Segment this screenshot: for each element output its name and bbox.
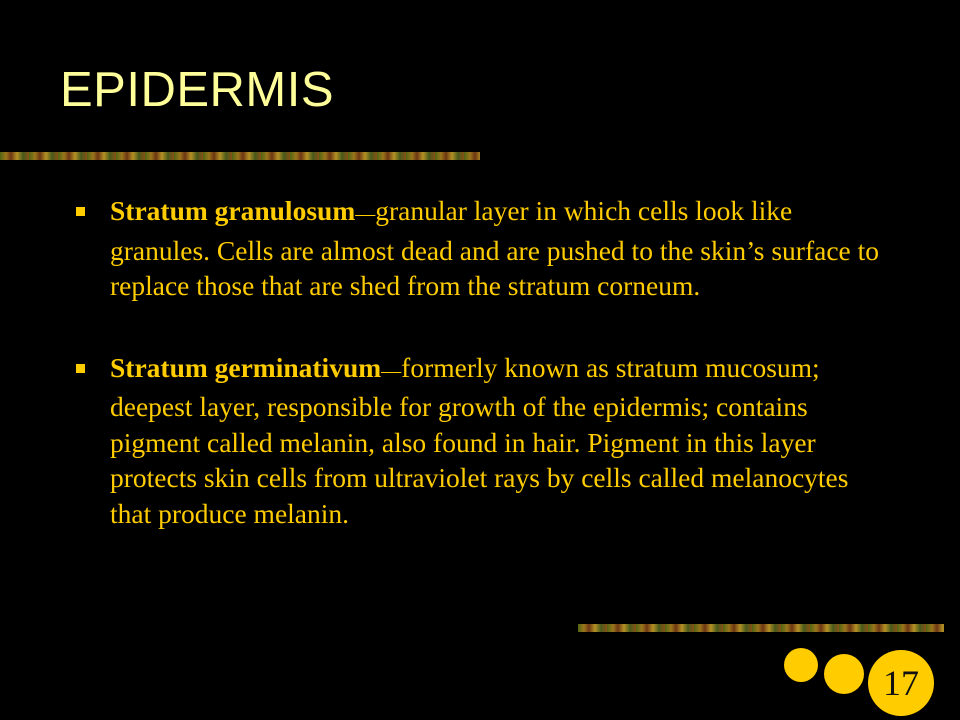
bullet-list — [72, 193, 892, 531]
bullet-text: granular layer in which cells look like granules. Cells are almost dead and are pushed to the skin’s surface to replace those that are shed from the stratum corneum. — [110, 195, 880, 301]
bullet-separator: — — [355, 203, 376, 225]
bullet-term: Stratum germinativum — [110, 351, 382, 383]
bullet-stratum-granulosum — [72, 193, 892, 304]
square-bullet-icon — [76, 207, 85, 216]
title-divider — [0, 152, 480, 160]
square-bullet-icon — [76, 364, 85, 373]
bullet-separator: — — [381, 359, 402, 382]
decorative-dot-medium — [824, 654, 864, 694]
slide-title: EPIDERMIS — [60, 63, 335, 117]
bullet-term: Stratum granulosum — [110, 195, 356, 226]
footer-divider — [578, 624, 944, 632]
decorative-dot-small — [784, 648, 818, 682]
bullet-text: formerly known as stratum mucosum; deepest layer, responsible for growth of the epidermis; contains pigment called melanin, also found in hair. Pigment in this layer protects skin cells from ultraviolet rays by cells called melanocytes that produce melanin. — [110, 351, 849, 529]
bullet-stratum-germinativum — [72, 350, 892, 532]
page-number-badge: 17 — [868, 650, 934, 716]
